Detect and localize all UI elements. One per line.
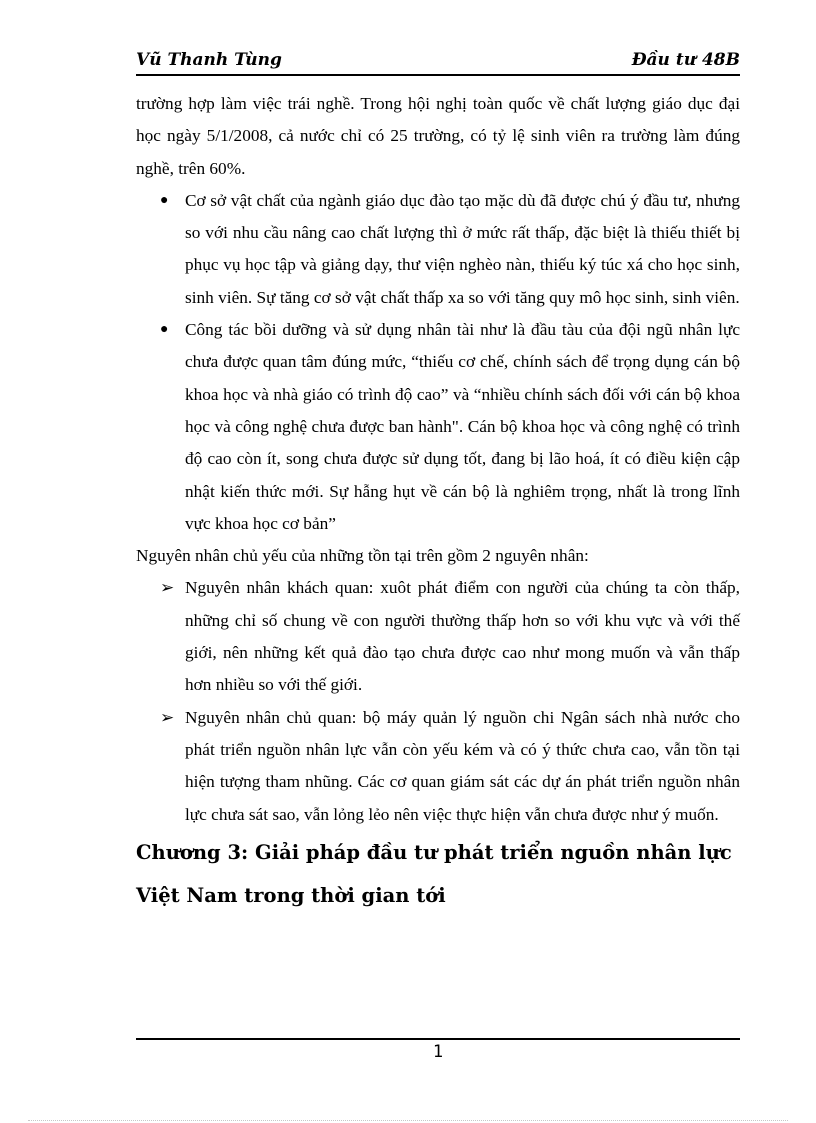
causes-intro: Nguyên nhân chủ yếu của những tồn tại trên gồm 2 nguyên nhân:	[136, 546, 589, 566]
cause-text: Nguyên nhân khách quan: xuôt phát điểm con người của chúng ta còn thấp, những chỉ số chung về con người thường thấp hơn so với khu vực và với thế giới, nên những kết quả đào tạo chưa được cao như mong muốn và vẫn thấp hơn nhiều so với thế giới.	[185, 578, 740, 695]
page-header	[136, 48, 740, 76]
page-footer	[136, 1038, 740, 1062]
header-course: Đầu tư 48B	[631, 50, 740, 70]
page-number: 1	[432, 1042, 444, 1062]
cause-item	[136, 702, 740, 831]
bullet-dot-icon: ●	[160, 192, 169, 208]
document-body	[136, 88, 740, 917]
bullet-item	[136, 314, 740, 540]
page-bottom-divider	[28, 1120, 788, 1121]
bullet-text: Công tác bồi dưỡng và sử dụng nhân tài như là đầu tàu của đội ngũ nhân lực chưa được quan tâm đúng mức, “thiếu cơ chế, chính sách để trọng dụng cán bộ khoa học và nhà giáo có trình độ cao” và “nhiều chính sách đối với cán bộ khoa học và công nghệ chưa được ban hành". Cán bộ khoa học và công nghệ có trình độ cao còn ít, song chưa được sử dụng tốt, đang bị lão hoá, ít có điều kiện cập nhật kiến thức mới. Sự hẫng hụt về cán bộ là nghiêm trọng, nhất là trong lĩnh vực khoa học cơ bản”	[185, 320, 740, 533]
cause-item	[136, 572, 740, 701]
chapter-heading: Chương 3: Giải pháp đầu tư phát triển nguồn nhân lực Việt Nam trong thời gian tới	[136, 840, 732, 907]
cause-text: Nguyên nhân chủ quan: bộ máy quản lý nguồn chi Ngân sách nhà nước cho phát triển nguồn nhân lực vẫn còn yếu kém và có ý thức chưa cao, vẫn tồn tại hiện tượng tham nhũng. Các cơ quan giám sát các dự án phát triển nguồn nhân lực chưa sát sao, vẫn lỏng lẻo nên việc thực hiện vẫn chưa được như ý muốn.	[185, 707, 740, 824]
intro-paragraph: trường hợp làm việc trái nghề. Trong hội nghị toàn quốc về chất lượng giáo dục đại học ngày 5/1/2008, cả nước chỉ có 25 trường, có tỷ lệ sinh viên ra trường làm đúng nghề, trên 60%.	[136, 94, 740, 178]
bullet-dot-icon: ●	[160, 322, 169, 338]
header-author: Vũ Thanh Tùng	[136, 50, 282, 70]
arrow-bullet-icon: ➢	[160, 707, 175, 727]
bullet-text: Cơ sở vật chất của ngành giáo dục đào tạo mặc dù đã được chú ý đầu tư, nhưng so với nhu cầu nâng cao chất lượng thì ở mức rất thấp, đặc biệt là thiếu thiết bị phục vụ học tập và giảng dạy, thư viện nghèo nàn, thiếu ký túc xá cho học sinh, sinh viên. Sự tăng cơ sở vật chất thấp xa so với tăng quy mô học sinh, sinh viên.	[185, 190, 740, 307]
bullet-item	[136, 185, 740, 314]
arrow-bullet-icon: ➢	[160, 578, 175, 598]
